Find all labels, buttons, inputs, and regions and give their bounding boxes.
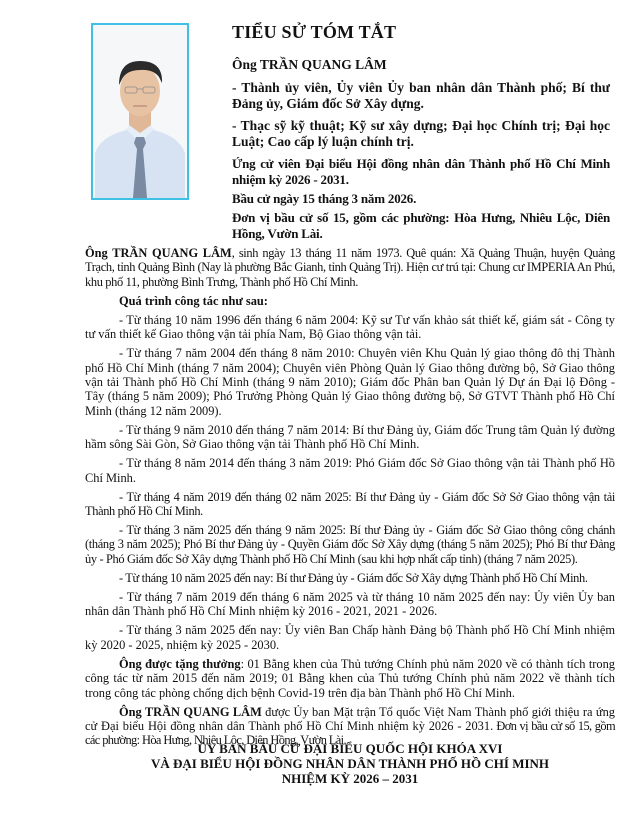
career-item: - Từ tháng 9 năm 2010 đến tháng 7 năm 2014: Bí thư Đảng ủy, Giám đốc Trung tâm Quản lý đường hầm sông Sài Gòn, Sở Giao thông vận tải Thành phố Hồ Chí Minh. xyxy=(85,422,615,452)
awards-label: Ông được tặng thưởng xyxy=(119,656,241,671)
career-item: - Từ tháng 8 năm 2014 đến tháng 3 năm 2019: Phó Giám đốc Sở Giao thông vận tải Thành phố Hồ Chí Minh. xyxy=(85,456,615,485)
career-item: - Từ tháng 10 năm 1996 đến tháng 6 năm 2004: Kỹ sư Tư vấn khảo sát thiết kế, giám sát - Công ty tư vấn thiết kế Giao thông vận tải phía Nam, Bộ Giao thông vận tải. xyxy=(85,312,615,342)
nomination-constituency: Đơn vị bầu cử số 15, gồm các phường: Hòa Hưng, Nhiêu Lộc, Diên Hồng, Vườn Lài. xyxy=(85,718,615,748)
candidate-name: Ông TRẦN QUANG LÂM xyxy=(232,57,387,72)
footer-line-3: NHIỆM KỲ 2026 – 2031 xyxy=(281,771,419,786)
candidacy-statement: Ứng cử viên Đại biểu Hội đồng nhân dân Thành phố Hồ Chí Minh nhiệm kỳ 2026 - 2031. xyxy=(232,156,610,187)
career-item: - Từ tháng 10 năm 2025 đến nay: Bí thư Đảng ủy - Giám đốc Sở Xây dựng Thành phố Hồ Chí Minh. xyxy=(119,570,588,585)
career-item: - Từ tháng 3 năm 2025 đến nay: Ủy viên Ban Chấp hành Đảng bộ Thành phố Hồ Chí Minh nhiệm kỳ 2020 - 2025, nhiệm kỳ 2025 - 2030. xyxy=(85,623,615,652)
career-item: - Từ tháng 7 năm 2019 đến tháng 6 năm 2025 và từ tháng 10 năm 2025 đến nay: Ủy viên Ủy ban nhân dân Thành phố Hồ Chí Minh nhiệm kỳ 2016 - 2021, 2021 - 2026. xyxy=(85,589,615,619)
candidate-education: - Thạc sỹ kỹ thuật; Kỹ sư xây dựng; Đại học Chính trị; Đại học Luật; Cao cấp lý luận chính trị. xyxy=(232,118,610,149)
career-item: - Từ tháng 3 năm 2025 đến tháng 9 năm 2025: Bí thư Đảng ủy - Giám đốc Sở Giao thông công chánh (tháng 3 năm 2025); Phó Bí thư Đảng ủy - Quyền Giám đốc Sở Xây dựng (tháng 5 năm 2025); Phó Bí thư Đảng ủy - Phó Giám đốc Sở Xây dựng Thành phố Hồ Chí Minh (sau khi hợp nhất cấp tỉnh) (tháng 7 năm 2025). xyxy=(85,523,615,566)
career-item: - Từ tháng 4 năm 2019 đến tháng 02 năm 2025: Bí thư Đảng ủy - Giám đốc Sở Sở Giao thông vận tải Thành phố Hồ Chí Minh. xyxy=(85,489,615,519)
intro-name: Ông TRẦN QUANG LÂM xyxy=(85,246,232,260)
nomination-text: được Ủy ban Mặt trận Tổ quốc Việt Nam Thành phố giới thiệu ra ứng cử Đại biểu Hội đồng nhân dân Thành phố Hồ Chí Minh nhiệm kỳ 2026 - 2031. xyxy=(85,704,615,733)
issuer-footer xyxy=(85,741,615,786)
constituency: Đơn vị bầu cử số 15, gồm các phường: Hòa Hưng, Nhiêu Lộc, Diên Hồng, Vườn Lài. xyxy=(232,210,610,241)
document-title: TIỂU SỬ TÓM TẮT xyxy=(232,22,397,42)
election-date: Bầu cử ngày 15 tháng 3 năm 2026. xyxy=(232,191,417,206)
footer-line-2: VÀ ĐẠI BIỂU HỘI ĐỒNG NHÂN DÂN THÀNH PHỐ HỒ CHÍ MINH xyxy=(150,756,550,771)
biography-body xyxy=(85,246,615,752)
career-item: - Từ tháng 7 năm 2004 đến tháng 8 năm 2010: Chuyên viên Khu Quản lý giao thông đô thị Thành phố Hồ Chí Minh (tháng 7 năm 2004); Chuyên viên Phòng Quản lý Giao thông đường bộ, Sở Giao thông vận tải Thành phố Hồ Chí Minh (tháng 9 năm 2010); Giám đốc Phân ban Quản lý Dự án Đại lộ Đông - Tây (tháng 5 năm 2009); Phó Trưởng Phòng Quản lý Giao thông đường bộ, Sở GTVT Thành phố Hồ Chí Minh (tháng 12 năm 2009). xyxy=(85,346,615,418)
intro-text: , sinh ngày 13 tháng 11 năm 1973. Quê quán: Xã Quảng Thuận, huyện Quảng Trạch, tỉnh Quảng Bình (Nay là phường Bắc Gianh, tỉnh Quảng Trị). Hiện cư trú tại: Chung cư IMPERIA An Phú, khu phố 11, phường Bình Trưng, Thành phố Hồ Chí Minh. xyxy=(85,246,615,289)
footer-line-1: ỦY BAN BẦU CỬ ĐẠI BIỂU QUỐC HỘI KHÓA XVI xyxy=(197,741,503,756)
career-heading: Quá trình công tác như sau: xyxy=(119,293,268,308)
candidate-positions: - Thành ủy viên, Ủy viên Ủy ban nhân dân Thành phố; Bí thư Đảng ủy, Giám đốc Sở Xây dựng. xyxy=(232,80,610,111)
awards-text: : 01 Bằng khen của Thủ tướng Chính phủ năm 2020 về có thành tích trong công tác từ năm 2015 đến năm 2019; 01 Bằng khen của Thủ tướng Chính phủ năm 2022 về thành tích trong công tác phòng chống dịch bệnh Covid-19 trên địa bàn Thành phố Hồ Chí Minh. xyxy=(85,656,615,700)
nomination-name: Ông TRẦN QUANG LÂM xyxy=(119,704,262,719)
intro-paragraph xyxy=(85,246,615,289)
portrait-photo xyxy=(91,23,189,200)
portrait-photo-icon xyxy=(93,25,187,198)
awards-paragraph xyxy=(85,657,615,700)
summary-header xyxy=(232,22,610,245)
